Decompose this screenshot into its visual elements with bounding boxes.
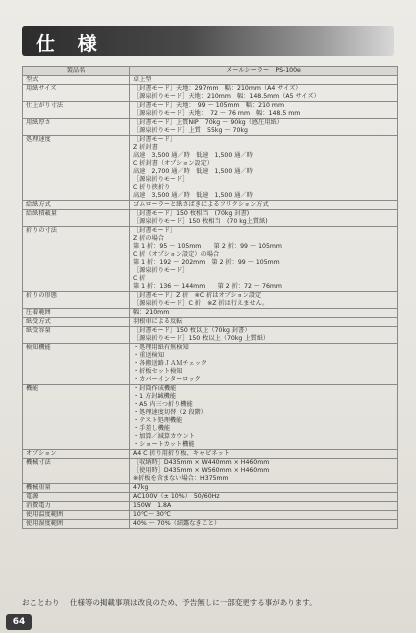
spec-label: 用紙サイズ xyxy=(23,85,130,102)
spec-value-line: ［封書モード］150 枚相当 (70kg 封書) xyxy=(133,210,250,217)
spec-value-line: ［封書モード］ xyxy=(133,136,177,143)
spec-label: 給紙積載量 xyxy=(23,210,130,227)
table-row xyxy=(23,85,398,102)
spec-value-line: 150W 1.8A xyxy=(133,502,172,509)
spec-value xyxy=(130,136,398,201)
table-row xyxy=(23,327,398,344)
spec-value-line: Z 折の場合 xyxy=(133,235,164,242)
spec-label: 給紙方式 xyxy=(23,201,130,210)
spec-label: 用紙厚さ xyxy=(23,119,130,136)
spec-value-line: ［封書モード］上質NIP 70kg ～ 90kg（感圧用紙） xyxy=(133,119,283,126)
spec-table xyxy=(22,66,398,529)
spec-label: 電源 xyxy=(23,493,130,502)
spec-value-line: ［源泉折りモード］ xyxy=(133,267,189,274)
spec-value-line: 40% ～ 70%（結露なきこと） xyxy=(133,520,221,527)
spec-label: 圧着範囲 xyxy=(23,309,130,318)
table-row xyxy=(23,385,398,450)
spec-value-line: 47kg xyxy=(133,484,149,491)
spec-value xyxy=(130,459,398,484)
table-row xyxy=(23,511,398,520)
spec-value-line: ・処理用紙有無検知 xyxy=(133,344,189,351)
spec-label: 機械重量 xyxy=(23,484,130,493)
spec-label: 紙受容量 xyxy=(23,327,130,344)
spec-value xyxy=(130,309,398,318)
table-row xyxy=(23,459,398,484)
spec-value-line: 羽根車による反転 xyxy=(133,318,183,325)
spec-value xyxy=(130,493,398,502)
column-header-product: 製品名 xyxy=(23,67,130,76)
spec-value xyxy=(130,385,398,450)
footer-notice-label: おことわり xyxy=(22,598,60,607)
table-row xyxy=(23,344,398,385)
spec-value-line: ［封書モード］天地：297mm 幅：210mm（A4 サイズ） xyxy=(133,85,302,92)
spec-value-line: ［封書モード］ xyxy=(133,227,177,234)
spec-value-line: C 折 xyxy=(133,275,146,282)
table-row xyxy=(23,136,398,201)
spec-value-line: C 折り挟折り xyxy=(133,184,171,191)
table-row xyxy=(23,502,398,511)
spec-value xyxy=(130,102,398,119)
spec-value-line: ［源泉折りモード］150 枚以上（70kg 上質紙） xyxy=(133,335,270,342)
spec-value xyxy=(130,520,398,529)
table-row xyxy=(23,493,398,502)
spec-value-line: ・折板セット検知 xyxy=(133,368,183,375)
spec-label: 使用湿度範囲 xyxy=(23,520,130,529)
spec-value xyxy=(130,292,398,309)
spec-value-line: ・テスト処理機能 xyxy=(133,417,183,424)
spec-value xyxy=(130,484,398,493)
spec-label: 仕上がり寸法 xyxy=(23,102,130,119)
spec-value-line: ・ショートカット機能 xyxy=(133,441,195,448)
column-header-model: メールシーラー PS-100e xyxy=(130,67,398,76)
spec-value xyxy=(130,502,398,511)
spec-value-line: ※折板を含まない場合：H375mm xyxy=(133,475,229,482)
spec-value-line: ［源泉折りモード］ xyxy=(133,176,189,183)
spec-label: 折りの寸法 xyxy=(23,227,130,292)
spec-value-line: ・重送検知 xyxy=(133,352,164,359)
table-row xyxy=(23,76,398,85)
spec-value-line: 第 1 折：95 ～ 105mm 第 2 折：99 ～ 105mm xyxy=(133,243,282,250)
table-row xyxy=(23,309,398,318)
spec-value-line: 第 1 折：136 ～ 144mm 第 2 折：72 ～ 76mm xyxy=(133,283,282,290)
spec-value-line: 10℃～ 30℃ xyxy=(133,511,171,518)
spec-value-line: ・A5 内三つ折り機能 xyxy=(133,401,193,408)
spec-label: 紙受方式 xyxy=(23,318,130,327)
table-row xyxy=(23,520,398,529)
spec-value-line: ・封筒作成機能 xyxy=(133,385,177,392)
spec-value-line: ・各搬送路ＪＡＭチェック xyxy=(133,360,208,367)
spec-label: 機械寸法 xyxy=(23,459,130,484)
spec-value-line: ［源泉折りモード］上質 55kg ～ 70kg xyxy=(133,127,248,134)
spec-value-line: AC100V（± 10%） 50/60Hz xyxy=(133,493,220,500)
spec-label: 型式 xyxy=(23,76,130,85)
table-row xyxy=(23,201,398,210)
spec-value-line: ・手差し機能 xyxy=(133,425,171,432)
table-row xyxy=(23,484,398,493)
spec-value xyxy=(130,344,398,385)
spec-value-line: 高速 2,700 通／時 低速 1,500 通／時 xyxy=(133,168,253,175)
spec-value-line: 幅：210mm xyxy=(133,309,170,316)
table-row xyxy=(23,210,398,227)
spec-value xyxy=(130,327,398,344)
spec-value-line: ［使用時］D435mm × W560mm × H460mm xyxy=(133,467,270,474)
spec-value xyxy=(130,227,398,292)
spec-label: 折りの形態 xyxy=(23,292,130,309)
spec-value-line: ・処理速度切替（2 段階） xyxy=(133,409,207,416)
spec-label: 使用温度範囲 xyxy=(23,511,130,520)
table-header-row xyxy=(23,67,398,76)
spec-value-line: ゴムローラーと紙さばきによるフリクション方式 xyxy=(133,201,269,208)
spec-value-line: 高速 3,500 通／時 低速 1,500 通／時 xyxy=(133,192,253,199)
spec-value xyxy=(130,450,398,459)
spec-value-line: 卓上型 xyxy=(133,76,152,83)
spec-value-line: ［源泉折りモード］C 折 ※Z 折は行えません。 xyxy=(133,300,269,307)
spec-value-line: ・1 方封緘機能 xyxy=(133,393,177,400)
table-row xyxy=(23,292,398,309)
spec-label: 消費電力 xyxy=(23,502,130,511)
spec-label: 処理速度 xyxy=(23,136,130,201)
spec-value-line: ［源泉折りモード］天地： 72 ～ 76 mm 幅：148.5 mm xyxy=(133,110,301,117)
spec-value-line: ［源泉折りモード］天地：210mm 幅：148.5mm（A5 サイズ） xyxy=(133,93,320,100)
spec-value-line: ［収納時］D435mm × W440mm × H460mm xyxy=(133,459,270,466)
section-header-bar xyxy=(22,26,394,56)
spec-label: 機能 xyxy=(23,385,130,450)
spec-value-line: ［源泉折りモード］150 枚相当 (70 kg上質紙) xyxy=(133,218,268,225)
spec-value-line: ・加算／減算カウント xyxy=(133,433,195,440)
spec-value-line: ［封書モード］天地： 99 ～ 105mm 幅：210 mm xyxy=(133,102,284,109)
spec-label: 検知機能 xyxy=(23,344,130,385)
spec-value xyxy=(130,119,398,136)
spec-value-line: 第 1 折：192 ～ 202mm 第 2 折：99 ～ 105mm xyxy=(133,259,280,266)
spec-value xyxy=(130,318,398,327)
page-number: 64 xyxy=(6,614,32,630)
spec-value xyxy=(130,511,398,520)
spec-value xyxy=(130,201,398,210)
table-row xyxy=(23,102,398,119)
spec-value xyxy=(130,76,398,85)
spec-value-line: Z 折封書 xyxy=(133,144,158,151)
spec-value xyxy=(130,85,398,102)
table-row xyxy=(23,119,398,136)
page-title: 仕 様 xyxy=(36,33,105,55)
spec-value-line: C 折（オプション設定）の場合 xyxy=(133,251,220,258)
table-row xyxy=(23,318,398,327)
table-row xyxy=(23,450,398,459)
spec-value-line: C 折封書（オプション設定） xyxy=(133,160,213,167)
table-row xyxy=(23,227,398,292)
spec-value-line: ・カバーインターロック xyxy=(133,376,201,383)
spec-value-line: 高速 3,500 通／時 低速 1,500 通／時 xyxy=(133,152,253,159)
footer-notice-text: 仕様等の掲載事項は改良のため、予告無しに一部変更する事があります。 xyxy=(70,598,317,607)
spec-value-line: ［封書モード］150 枚以上（70kg 封書） xyxy=(133,327,251,334)
spec-label: オプション xyxy=(23,450,130,459)
spec-value xyxy=(130,210,398,227)
spec-value-line: ［封書モード］Z 折 ※C 折はオプション設定 xyxy=(133,292,262,299)
spec-value-line: A4 C 折り用折り板、キャビネット xyxy=(133,450,230,457)
